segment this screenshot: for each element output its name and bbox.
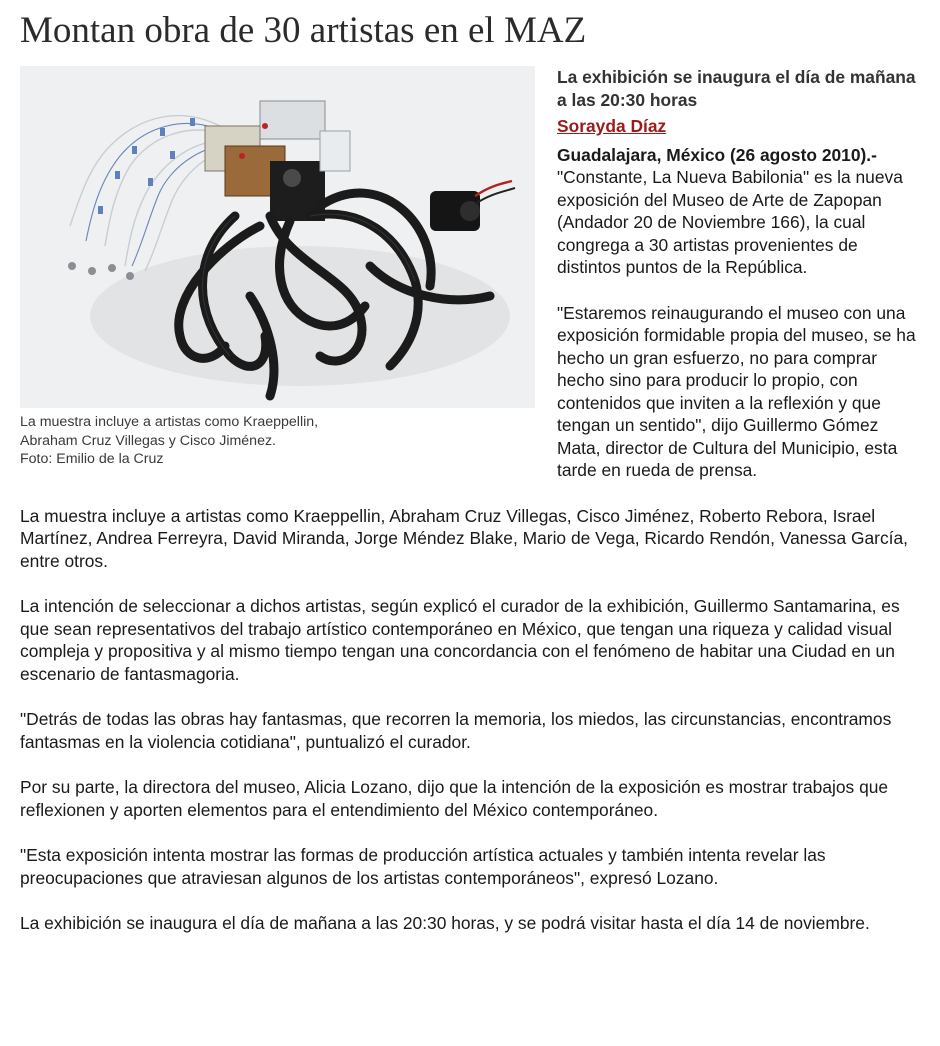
article-subhead: La exhibición se inaugura el día de mañana a las 20:30 horas <box>557 67 916 110</box>
article-paragraph: "Esta exposición intenta mostrar las formas de producción artística actuales y también intenta revelar las preocupaciones que atraviesan algunos de los artistas contemporáneos", expresó Lozano. <box>20 845 826 888</box>
caption-line: La muestra incluye a artistas como Kraeppellin, <box>20 414 319 430</box>
article-paragraph: La muestra incluye a artistas como Kraeppellin, Abraham Cruz Villegas, Cisco Jiménez, Roberto Rebora, Israel Martínez, Andrea Ferreyra, David Miranda, Jorge Méndez Blake, Mario de Vega, Ricardo Rendón, Vanessa García, entre otros. <box>20 505 909 571</box>
article-paragraph: Por su parte, la directora del museo, Alicia Lozano, dijo que la intención de la exposición es mostrar trabajos que reflexionen y aporten elementos para el entendimiento del México contemporáneo. <box>20 777 889 820</box>
author-link[interactable]: Sorayda Díaz <box>557 116 667 136</box>
photo-caption <box>20 413 535 469</box>
photo-credit: Foto: Emilio de la Cruz <box>20 451 164 467</box>
lead-text: "Constante, La Nueva Babilonia" es la nueva exposición del Museo de Arte de Zapopan (Andador 20 de Noviembre 166), la cual congrega a 30 artistas provenientes de distintos puntos de la República. <box>557 167 903 277</box>
article-headline: Montan obra de 30 artistas en el MAZ <box>20 10 587 51</box>
article-photo[interactable] <box>20 66 535 408</box>
article-body <box>20 66 925 958</box>
article-paragraph: "Estaremos reinaugurando el museo con una exposición formidable propia del museo, se ha hecho un gran esfuerzo, no para comprar hecho sino para producir lo propio, con contenidos que inviten a la reflexión y que tengan un sentido", dijo Guillermo Gómez Mata, director de Cultura del Municipio, esta tarde en rueda de prensa. <box>557 302 916 480</box>
article-paragraph: "Detrás de todas las obras hay fantasmas, que recorren la memoria, los miedos, las circunstancias, encontramos fantasmas en la violencia cotidiana", puntualizó el curador. <box>20 709 892 752</box>
article-paragraph: La intención de seleccionar a dichos artistas, según explicó el curador de la exhibición, Guillermo Santamarina, es que sean representativos del trabajo artístico contemporáneo en México, que tengan una riqueza y calidad visual compleja y propositiva y al mismo tiempo tengan una concordancia con el fenómeno de habitar una Ciudad en un escenario de fantasmagoria. <box>20 596 900 684</box>
dateline: Guadalajara, México (26 agosto 2010).- <box>557 144 877 165</box>
article-paragraph: La exhibición se inaugura el día de mañana a las 20:30 horas, y se podrá visitar hasta el día 14 de noviembre. <box>20 913 870 933</box>
article-figure <box>20 66 535 469</box>
caption-line: Abraham Cruz Villegas y Cisco Jiménez. <box>20 432 276 449</box>
